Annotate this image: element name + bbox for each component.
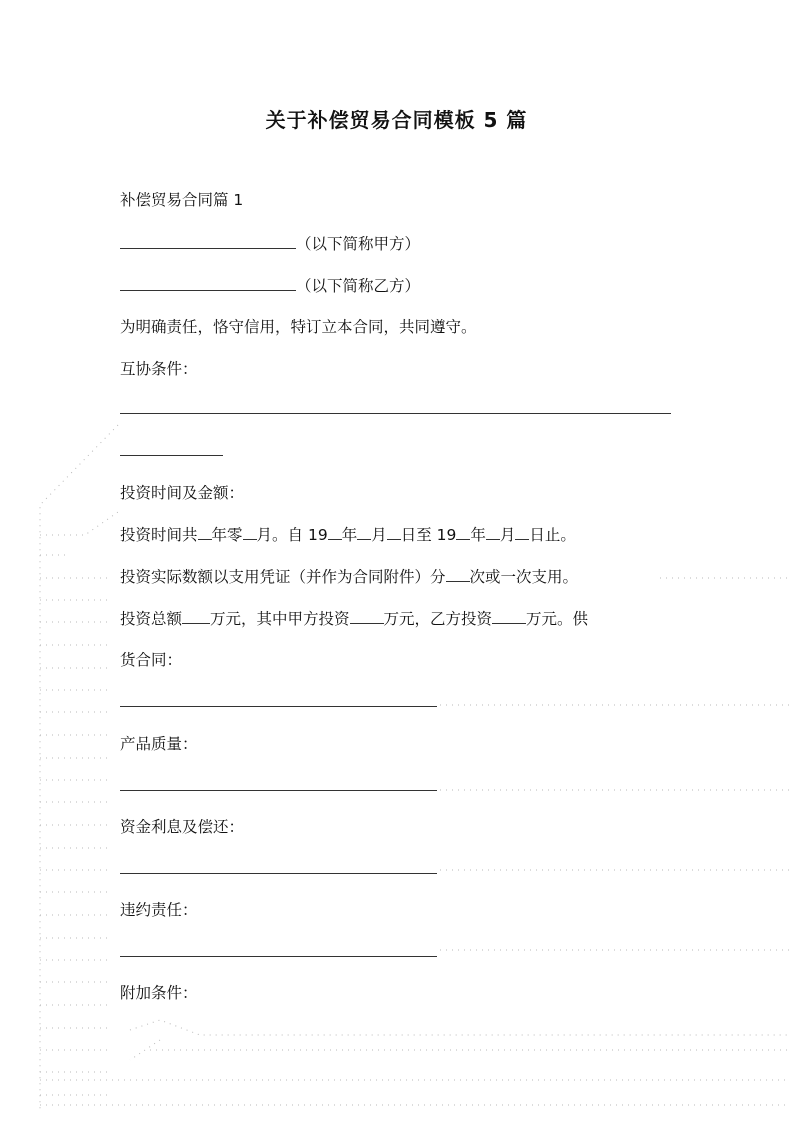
party-b-label: （以下简称乙方） bbox=[296, 277, 421, 295]
document-title: 关于补偿贸易合同模板 5 篇 bbox=[265, 108, 528, 132]
end-month-blank bbox=[486, 524, 500, 540]
investment-time-text-3: 月。自 19 bbox=[256, 526, 328, 544]
investment-payment-text-2: 次或一次支用。 bbox=[469, 568, 579, 586]
section-heading: 补偿贸易合同篇 1 bbox=[120, 191, 244, 209]
mutual-terms-blank-short bbox=[120, 455, 223, 456]
investment-time-text-6: 日至 19 bbox=[400, 526, 457, 544]
end-year-blank bbox=[456, 524, 470, 540]
supply-contract-blank bbox=[120, 706, 437, 707]
installments-blank bbox=[446, 566, 470, 582]
party-a-line bbox=[120, 233, 420, 254]
party-a-label: （以下简称甲方） bbox=[296, 235, 421, 253]
investment-time-text-2: 年零 bbox=[211, 526, 243, 544]
investment-time-text-7: 年 bbox=[470, 526, 486, 544]
party-b-line bbox=[120, 275, 420, 296]
months-blank bbox=[243, 524, 257, 540]
supply-contract-label: 货合同： bbox=[120, 651, 183, 669]
investment-total-text-1: 投资总额 bbox=[120, 610, 183, 628]
additional-label: 附加条件： bbox=[120, 984, 198, 1002]
investment-total-text-4: 万元。供 bbox=[526, 610, 589, 628]
start-day-blank bbox=[387, 524, 401, 540]
total-amount-blank bbox=[182, 608, 210, 624]
interest-label: 资金利息及偿还： bbox=[120, 818, 245, 836]
product-quality-label: 产品质量： bbox=[120, 735, 198, 753]
investment-payment-text-1: 投资实际数额以支用凭证（并作为合同附件）分 bbox=[120, 568, 446, 586]
investment-time-text-1: 投资时间共 bbox=[120, 526, 198, 544]
party-b-blank bbox=[120, 275, 296, 291]
investment-time-line bbox=[120, 524, 576, 545]
breach-label: 违约责任： bbox=[120, 901, 198, 919]
interest-blank bbox=[120, 873, 437, 874]
product-quality-blank bbox=[120, 790, 437, 791]
investment-time-text-5: 月 bbox=[371, 526, 387, 544]
party-b-amount-blank bbox=[492, 608, 526, 624]
mutual-terms-label: 互协条件： bbox=[120, 360, 198, 378]
investment-total-line bbox=[120, 608, 588, 629]
investment-label: 投资时间及金额： bbox=[120, 484, 245, 502]
party-a-blank bbox=[120, 233, 296, 249]
start-month-blank bbox=[357, 524, 371, 540]
investment-time-text-4: 年 bbox=[341, 526, 358, 544]
breach-blank bbox=[120, 956, 437, 957]
investment-total-text-3: 万元，乙方投资 bbox=[383, 610, 493, 628]
preamble: 为明确责任，恪守信用，特订立本合同，共同遵守。 bbox=[120, 318, 477, 336]
investment-time-text-9: 日止。 bbox=[529, 526, 576, 544]
investment-payment-line bbox=[120, 566, 578, 587]
years-blank bbox=[198, 524, 212, 540]
end-day-blank bbox=[515, 524, 529, 540]
investment-time-text-8: 月 bbox=[499, 526, 516, 544]
mutual-terms-blank-long bbox=[120, 413, 671, 414]
start-year-blank bbox=[328, 524, 342, 540]
investment-total-text-2: 万元，其中甲方投资 bbox=[210, 610, 350, 628]
party-a-amount-blank bbox=[350, 608, 384, 624]
